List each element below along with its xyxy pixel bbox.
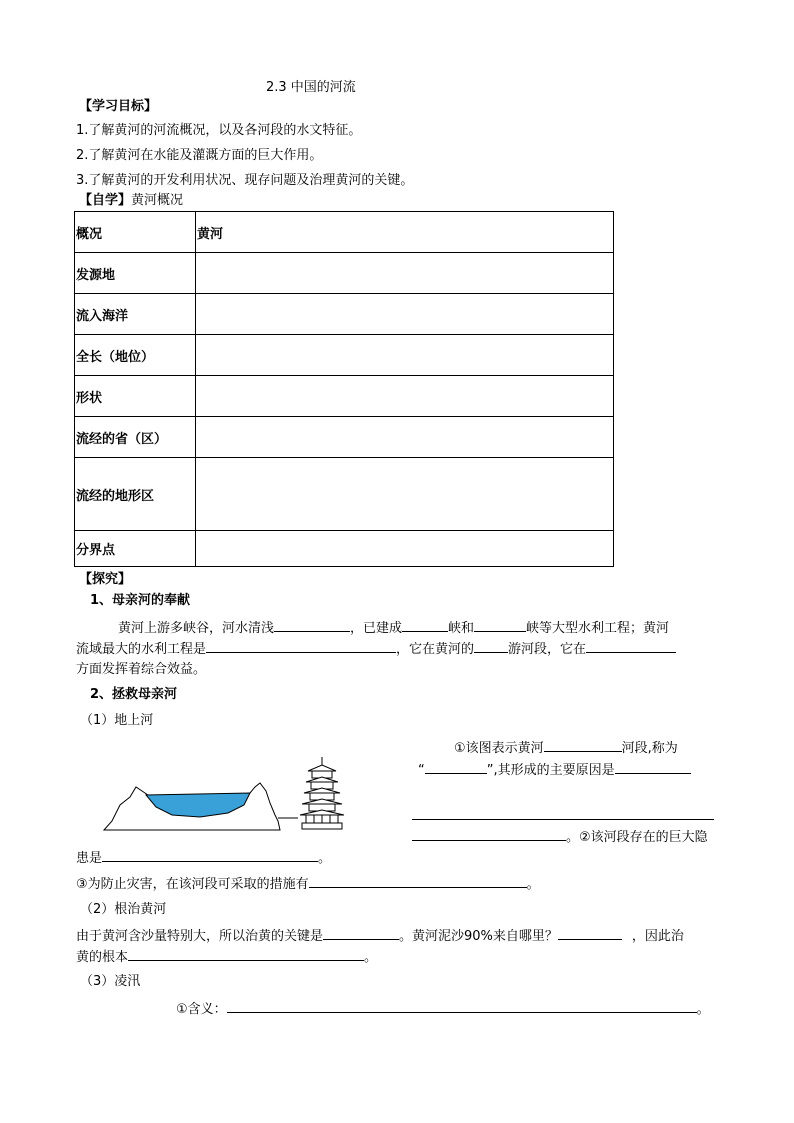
m-text: ①含义： [176,1002,227,1017]
s1-line3: 方面发挥着综合效益。 [76,662,207,677]
blank-field[interactable] [586,640,676,653]
r1-line [76,927,684,945]
blank-field[interactable] [206,640,396,653]
s1-text: 黄河上游多峡谷，河水清浅 [118,621,275,636]
table-row [75,376,614,417]
r-text: ，因此治 [631,929,684,944]
q5-line [76,849,331,867]
q6-line [76,875,540,893]
selfstudy-topic: 黄河概况 [131,193,184,208]
table-answer-cell[interactable] [196,531,614,567]
table-row-label: 流入海洋 [75,294,196,335]
table-row [75,253,614,294]
blank-field[interactable] [309,875,527,888]
q-text: 患是 [76,851,103,866]
s1-text: 游河段，它在 [508,642,587,657]
sub3-title: （3）凌汛 [80,974,141,989]
table-row-label: 流经的地形区 [75,458,196,531]
table-row-label: 全长（地位） [75,335,196,376]
table-answer-cell[interactable] [196,294,614,335]
r-text: 。 [364,950,378,965]
s1-text: ，已建成 [350,621,403,636]
section1-title: 1、母亲河的奉献 [90,593,191,608]
q1-line [454,739,678,757]
table-answer-cell[interactable] [196,253,614,294]
q-text: ①该图表示黄河 [454,741,544,756]
q-text: 。 [526,877,540,892]
overview-table [74,211,614,567]
s1-text: 峡等大型水利工程；黄河 [526,621,670,636]
table-answer-cell[interactable] [196,417,614,458]
r-text: 由于黄河含沙量特别大，所以治黄的关键是 [76,929,324,944]
blank-field[interactable] [615,761,691,774]
table-row [75,531,614,567]
objective-item: 1.了解黄河的河流概况，以及各河段的水文特征。 [76,123,362,138]
q4-line [412,828,708,846]
r2-line [76,948,377,966]
blank-field[interactable] [128,948,364,961]
objective-item: 2.了解黄河在水能及灌溉方面的巨大作用。 [76,148,323,163]
table-header-row [75,212,614,253]
table-row-label: 流经的省（区） [75,417,196,458]
q-text: 。②该河段存在的巨大隐 [566,830,708,845]
blank-field[interactable] [323,927,399,940]
table-row-label: 分界点 [75,531,196,567]
table-row-label: 形状 [75,376,196,417]
table-row [75,458,614,531]
blank-field[interactable] [102,849,318,862]
section2-title: 2、拯救母亲河 [90,687,178,702]
explore-heading: 【探究】 [79,572,132,587]
blank-field[interactable] [474,640,508,653]
sub1-title: （1）地上河 [80,713,154,728]
blank-field[interactable] [558,927,622,940]
table-answer-cell[interactable] [196,458,614,531]
blank-field[interactable] [412,828,566,841]
q-text: ”,其形成的主要原因是 [486,763,615,778]
blank-field[interactable] [474,619,526,632]
objective-item: 3.了解黄河的开发利用状况、现存问题及治理黄河的关键。 [76,173,414,188]
q-text: “ [418,763,425,778]
table-row [75,417,614,458]
table-row-label: 发源地 [75,253,196,294]
table-row [75,335,614,376]
blank-field[interactable] [227,1000,697,1013]
q-text: 河段,称为 [621,741,678,756]
objectives-heading: 【学习目标】 [79,99,158,114]
table-header-cell: 概况 [75,212,196,253]
selfstudy-heading [79,193,183,209]
m-text: 。 [696,1002,710,1017]
q-text: 。 [318,851,332,866]
sub2-title: （2）根治黄河 [80,902,167,917]
s1-text: 流域最大的水利工程是 [76,642,207,657]
page-title: 2.3 中国的河流 [266,80,356,95]
q2-line [418,761,691,779]
table-header-cell: 黄河 [196,212,614,253]
r-text: 。黄河泥沙90%来自哪里？ [399,929,558,944]
blank-field[interactable] [544,739,622,752]
s1-text: ，它在黄河的 [396,642,475,657]
blank-field[interactable] [402,619,448,632]
table-answer-cell[interactable] [196,335,614,376]
selfstudy-label: 【自学】 [79,193,132,208]
blank-field[interactable] [274,619,350,632]
r-text: 黄的根本 [76,950,129,965]
m1-line [176,1000,710,1018]
q-text: ③为防止灾害，在该河段可采取的措施有 [76,877,309,892]
s1-line1 [118,619,669,637]
table-answer-cell[interactable] [196,376,614,417]
pagoda-icon [300,757,344,829]
s1-text: 峡和 [448,621,475,636]
above-ground-river-diagram [100,755,350,835]
blank-field[interactable] [425,761,487,774]
s1-line2 [76,640,676,658]
table-row [75,294,614,335]
answer-line[interactable] [412,819,714,820]
